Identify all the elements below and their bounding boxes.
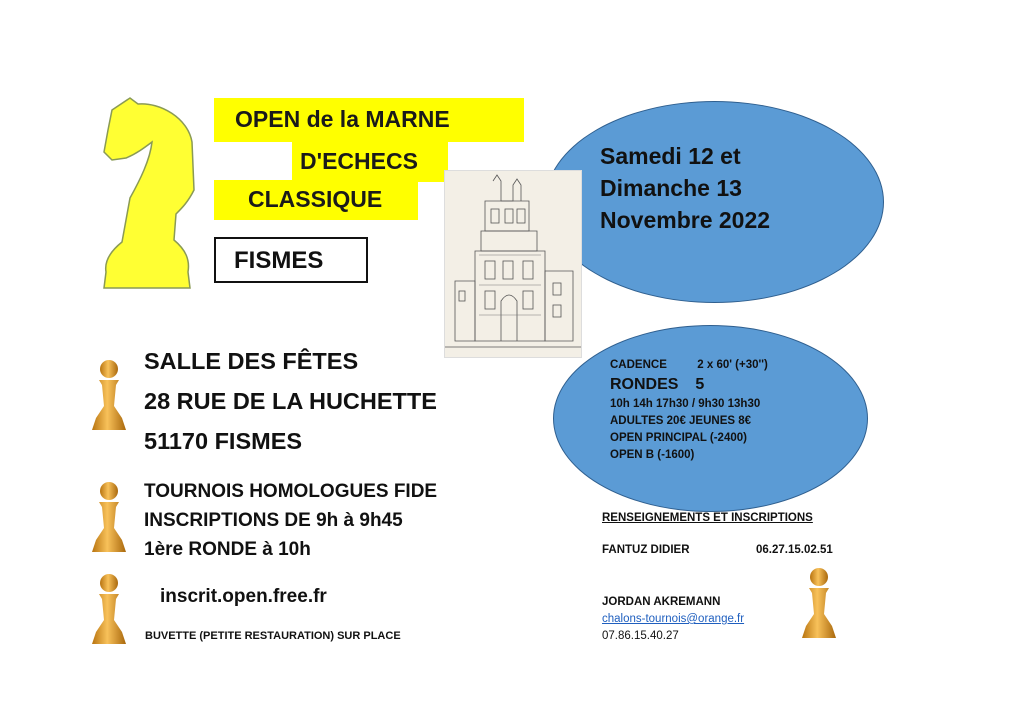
contact-email-link[interactable]: chalons-tournois@orange.fr xyxy=(602,613,745,625)
contact-phone-1: 06.27.15.02.51 xyxy=(756,544,833,556)
pawn-icon xyxy=(86,358,132,434)
title-line-1: OPEN de la MARNE xyxy=(235,106,450,132)
fees-row: ADULTES 20€ JEUNES 8€ xyxy=(610,415,752,427)
venue-name: SALLE DES FÊTES xyxy=(144,348,359,374)
tournament-line-1: TOURNOIS HOMOLOGUES FIDE xyxy=(144,481,438,502)
pawn-icon xyxy=(794,566,844,642)
rondes-value: 5 xyxy=(695,376,705,393)
date-block xyxy=(600,140,770,236)
city-label: FISMES xyxy=(234,247,324,274)
cadence-value: 2 x 60' (+30'') xyxy=(697,359,768,371)
contact-heading: RENSEIGNEMENTS ET INSCRIPTIONS xyxy=(602,512,813,524)
tournament-line-3: 1ère RONDE à 10h xyxy=(144,539,311,560)
date-line-2: Dimanche 13 xyxy=(600,175,742,201)
open-b-row: OPEN B (-1600) xyxy=(610,449,695,461)
building-illustration xyxy=(444,170,582,358)
cadence-row xyxy=(610,357,768,374)
buvette-note: BUVETTE (PETITE RESTAURATION) SUR PLACE xyxy=(145,630,401,642)
info-block xyxy=(610,357,768,464)
contact-phone-2: 07.86.15.40.27 xyxy=(602,630,679,642)
venue-address xyxy=(144,341,437,461)
open-principal-row: OPEN PRINCIPAL (-2400) xyxy=(610,432,747,444)
tournament-line-2: INSCRIPTIONS DE 9h à 9h45 xyxy=(144,510,403,531)
venue-street: 28 RUE DE LA HUCHETTE xyxy=(144,388,437,414)
schedule-row: 10h 14h 17h30 / 9h30 13h30 xyxy=(610,398,761,410)
website-link[interactable]: inscrit.open.free.fr xyxy=(160,586,327,607)
contact-name-2: JORDAN AKREMANN xyxy=(602,596,721,608)
title-line-2: D'ECHECS xyxy=(300,148,418,174)
tournament-info xyxy=(144,477,437,564)
contact-name-1: FANTUZ DIDIER xyxy=(602,544,690,556)
pawn-icon xyxy=(86,480,132,556)
pawn-icon xyxy=(86,572,132,648)
rondes-label: RONDES xyxy=(610,376,679,393)
title-line-3: CLASSIQUE xyxy=(248,186,383,212)
date-line-1: Samedi 12 et xyxy=(600,143,741,169)
knight-icon xyxy=(90,90,200,295)
city-box xyxy=(214,237,368,283)
venue-city: 51170 FISMES xyxy=(144,428,303,454)
rondes-row xyxy=(610,374,768,396)
cadence-label: CADENCE xyxy=(610,359,667,371)
date-line-3: Novembre 2022 xyxy=(600,207,771,233)
